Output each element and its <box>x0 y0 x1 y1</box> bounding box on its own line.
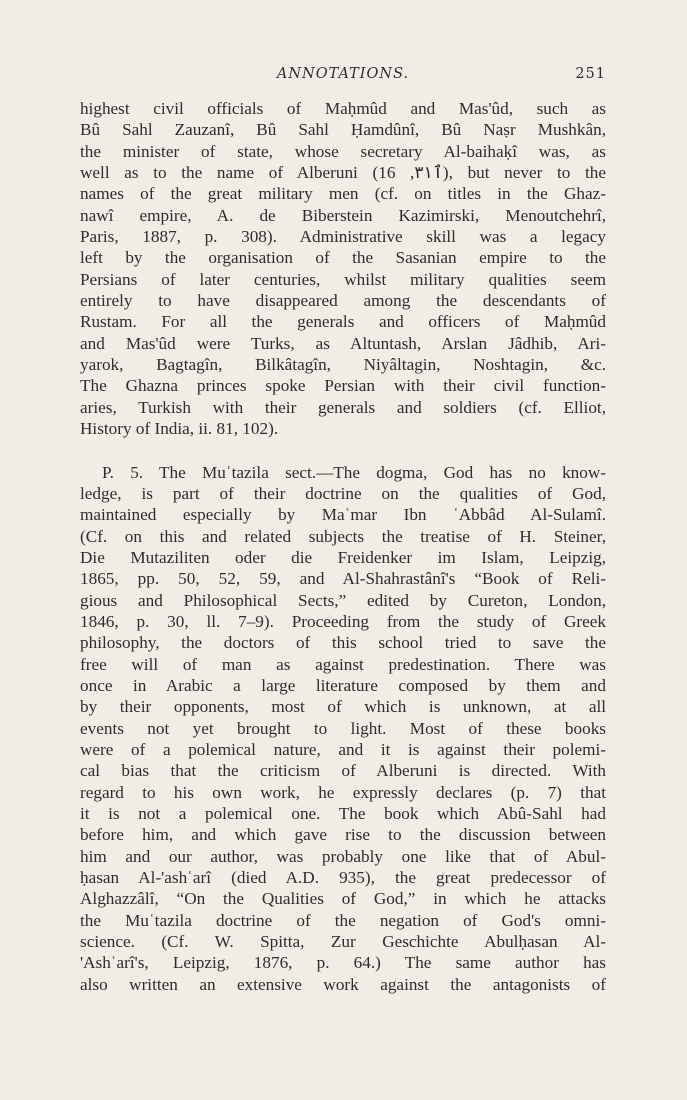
text-line: the Muʿtazila doctrine of the negation of God's omni- <box>80 910 606 930</box>
text-line: the minister of state, whose secretary Al-baihaḳî was, as <box>80 141 606 161</box>
paragraph-mutazila-sect <box>80 462 606 996</box>
text-line: regard to his own work, he expressly declares (p. 7) that <box>80 782 606 802</box>
text-line: Alghazzâlî, “On the Qualities of God,” in which he attacks <box>80 889 606 909</box>
text-line: 1846, p. 30, ll. 7–9). Proceeding from the study of Greek <box>80 611 606 631</box>
text-line: before him, and which gave rise to the discussion between <box>80 825 606 845</box>
text-line: left by the organisation of the Sasanian empire to the <box>80 248 606 268</box>
text-line: and Mas'ûd were Turks, as Altuntash, Arslan Jâdhib, Ari- <box>80 333 606 353</box>
text-line: maintained especially by Maʿmar Ibn ʿAbbâd Al-Sulamî. <box>80 505 606 525</box>
text-line: it is not a polemical one. The book which Abû-Sahl had <box>80 804 606 823</box>
text-line: History of India, ii. 81, 102). <box>80 419 279 439</box>
running-title: ANNOTATIONS. <box>276 66 410 82</box>
paragraph-ghazna-officials <box>80 98 606 440</box>
text-line: gious and Philosophical Sects,” edited by Cureton, London, <box>80 590 606 610</box>
text-line: nawî empire, A. de Biberstein Kazimirski, Menoutchehrî, <box>80 205 606 225</box>
text-line: also written an extensive work against the antagonists of <box>80 974 606 994</box>
text-line: The Ghazna princes spoke Persian with their civil function- <box>80 376 606 396</box>
text-line: Persians of later centuries, whilst military qualities seem <box>80 269 606 289</box>
text-line: aries, Turkish with their generals and soldiers (cf. Elliot, <box>80 397 606 417</box>
text-line: once in Arabic a large literature composed by them and <box>80 675 606 695</box>
text-line: cal bias that the criticism of Alberuni is directed. With <box>80 761 606 781</box>
text-line: Paris, 1887, p. 308). Administrative skill was a legacy <box>80 227 606 247</box>
text-line: events not yet brought to light. Most of these books <box>80 718 606 738</box>
text-line: him and our author, was probably one like that of Abul- <box>80 846 606 866</box>
text-line: 1865, pp. 50, 52, 59, and Al-Shahrastânî's “Book of Reli- <box>80 569 606 589</box>
text-line: philosophy, the doctors of this school tried to save the <box>80 633 606 653</box>
text-line: 'Ashʿarî's, Leipzig, 1876, p. 64.) The same author has <box>80 953 606 973</box>
text-line: science. (Cf. W. Spitta, Zur Geschichte Abulḥasan Al- <box>80 932 606 952</box>
page-header <box>80 66 606 86</box>
text-line: yarok, Bagtagîn, Bilkâtagîn, Niyâltagin, Noshtagin, &c. <box>80 355 606 375</box>
text-line: (Cf. on this and related subjects the treatise of H. Steiner, <box>80 526 606 546</box>
page-number: 251 <box>575 66 606 82</box>
text-line: Die Mutaziliten oder die Freidenker im Islam, Leipzig, <box>80 547 606 567</box>
text-line: entirely to have disappeared among the descendants of <box>80 291 606 311</box>
text-line: ledge, is part of their doctrine on the qualities of God, <box>80 483 606 503</box>
paragraph-spacer <box>80 440 606 462</box>
text-line: P. 5. The Muʿtazila sect.—The dogma, God has no know- <box>102 462 606 482</box>
body-text <box>80 98 606 995</box>
text-line: highest civil officials of Maḥmûd and Mas'ûd, such as <box>80 99 606 118</box>
text-line: were of a polemical nature, and it is against their polemi- <box>80 739 606 759</box>
text-line: free will of man as against predestination. There was <box>80 654 606 674</box>
text-line: by their opponents, most of which is unknown, at all <box>80 697 606 717</box>
text-line: Rustam. For all the generals and officers of Maḥmûd <box>80 312 606 332</box>
text-line: Bû Sahl Zauzanî, Bû Sahl Ḥamdûnî, Bû Naṣr Mushkân, <box>80 120 606 140</box>
text-line: ḥasan Al-'ashʿarî (died A.D. 935), the great predecessor of <box>80 868 606 888</box>
text-line: well as to the name of Alberuni (ٱ٣١, 16), but never to the <box>80 163 607 183</box>
text-line: names of the great military men (cf. on titles in the Ghaz- <box>80 184 606 204</box>
